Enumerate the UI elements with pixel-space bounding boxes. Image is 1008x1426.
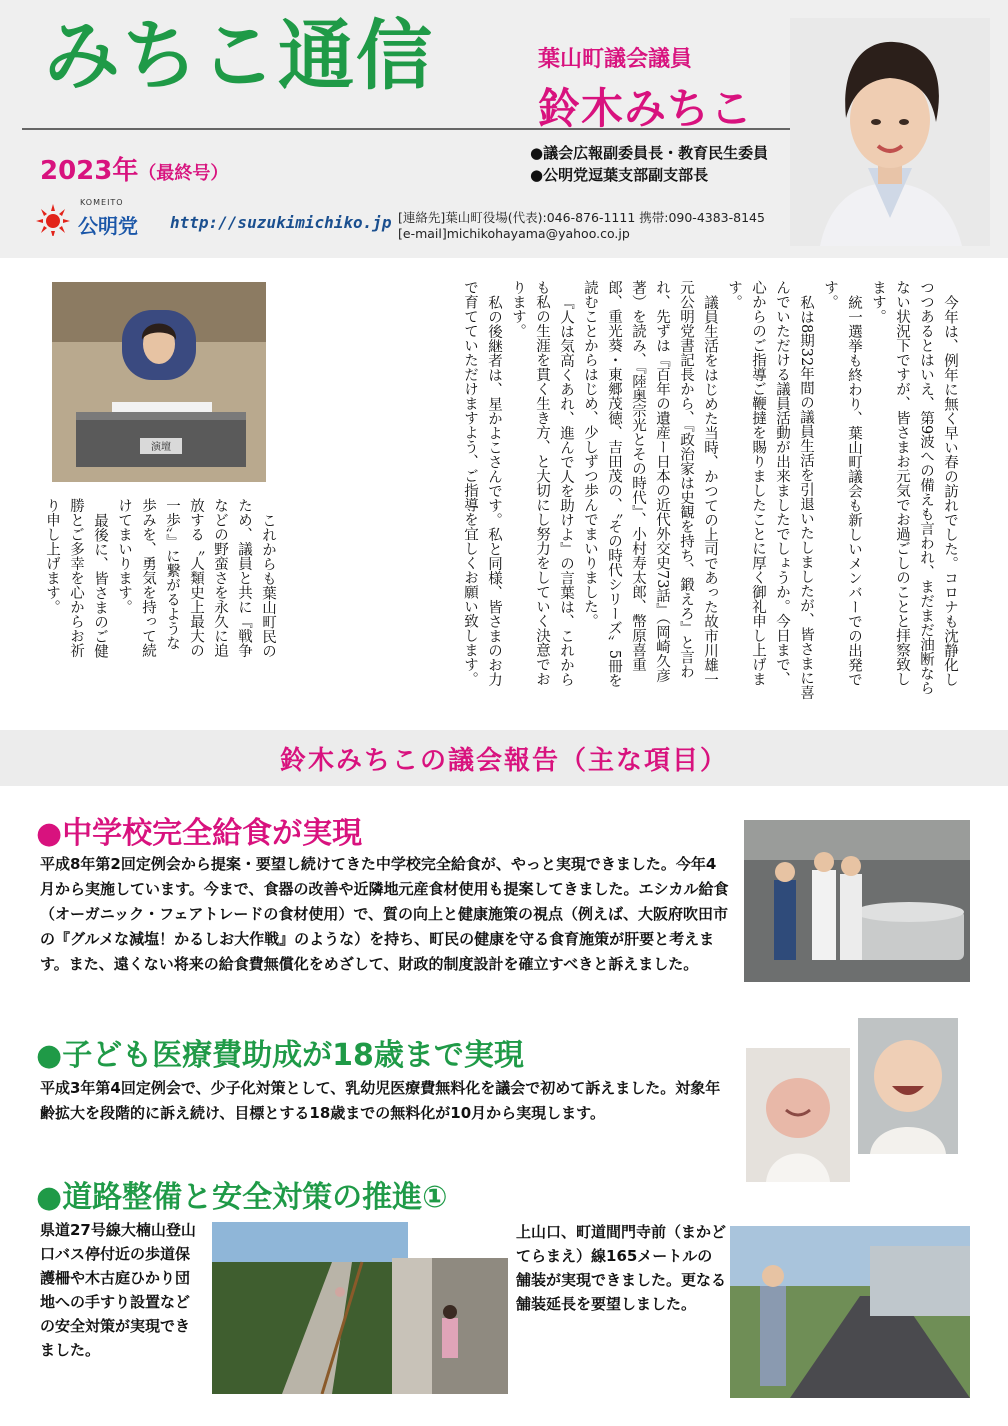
child-stairs-photo [392, 1258, 508, 1394]
greeting-paragraph: これからも葉山町民のため、議員と共に『戦争などの野蛮さを永久に追放する〝人類史上最大の一歩〟』に繋がるような歩みを、勇気を持って続けてまいります。 [116, 498, 276, 658]
greeting-paragraph: 『人は気高くあれ、進んで人を助けよ』の言葉は、これからも私の生涯を貫く生き方、と大切にし努力をしていく決意でおります。 [510, 280, 574, 686]
section-body-right: 上山口、町道間門寺前（まかどてらまえ）線165メートルの舗装が実現できました。更なる舗装延長を要望しました。 [516, 1223, 727, 1313]
report-title: 鈴木みちこの議会報告（主な項目） [279, 746, 728, 776]
party-latin: KOMEITO [80, 198, 124, 207]
greeting-paragraph: 議員生活をはじめた当時、かつての上司であった故市川雄一元公明党書記長から、『政治家は史観を持ち、鍛えろ』と言われ、先ずは『百年の遺産ー日本の近代外交史73話』（岡崎久彦著）を読み、『陸奥宗光とその時代』、小村寿太郎、幣原喜重郎、重光葵・東郷茂徳、吉田茂の、〝その時代シリーズ〟5冊を読むことからはじめ、少しずつ歩んでまいりました。 [582, 280, 718, 688]
toddler-photo [858, 1018, 958, 1154]
newborn-photo [746, 1048, 850, 1182]
handrail-stairs-photo [212, 1222, 408, 1394]
greeting-text-continued [44, 498, 280, 658]
sun-icon [36, 202, 70, 236]
bullet-icon: ● [36, 1038, 63, 1073]
section-heading [36, 1030, 524, 1074]
position-2: ●公明党逗葉支部副支部長 [530, 166, 709, 184]
section-heading [36, 1172, 448, 1216]
bullet-icon: ● [36, 1180, 63, 1215]
contact-email[interactable]: [e-mail]michikohayama@yahoo.co.jp [398, 226, 630, 241]
section-title: 子ども医療費助成が18歳まで実現 [62, 1038, 524, 1073]
greeting-paragraph: 最後に、皆さまのご健勝とご多幸を心からお祈り申し上げます。 [44, 498, 108, 658]
issue-year [40, 150, 228, 187]
author-name: 鈴木みちこ [538, 84, 754, 133]
greeting-paragraph: 私は8期32年間の議員生活を引退いたしましたが、皆さまに喜んでいただける議員活動が出来ましたでしょうか。今日まで、心からのご指導ご鞭撻を賜りましたことに厚く御礼申し上げます。 [726, 280, 814, 700]
section-body: 平成8年第2回定例会から提案・要望し続けてきた中学校完全給食が、やっと実現できました。今年4月から実施しています。今まで、食器の改善や近隣地元産食材使用も提案してきました。エシカル給食（オーガニック・フェアトレードの食材使用）で、質の向上と健康施策の視点（例えば、大阪府吹田市の『グルメな減塩！かるしお大作戦』のような）を持ち、町民の健康を守る食育施策が肝要と考えます。また、遠くない将来の給食費無償化をめざして、財政的制度設計を確立すべきと訴えました。 [40, 855, 729, 973]
section-heading [36, 808, 362, 852]
section-title: 中学校完全給食が実現 [62, 816, 363, 851]
greeting-paragraph: 今年は、例年に無く早い春の訪れでした。コロナも沈静化しつつあるとはいえ、第9波への備えも言われ、まだまだ油断ならない状況下ですが、皆さまお元気でお過ごしのことと拝察致します。 [870, 280, 958, 696]
contact-phone: [連絡先]葉山町役場(代表):046-876-1111 携帯:090-4383-8145 [398, 210, 765, 225]
edition-text: （最終号） [138, 163, 229, 184]
greeting-paragraph: 私の後継者は、星かよこさんです。私と同様、皆さまのお力で育てていただけますよう、ご指導を宜しくお願い致します。 [462, 280, 502, 686]
greeting-text [254, 280, 962, 700]
paved-road-photo [730, 1226, 970, 1398]
website-link[interactable]: http://suzukimichiko.jp [170, 213, 392, 232]
position-1: ●議会広報副委員長・教育民生委員 [530, 144, 769, 162]
author-role: 葉山町議会議員 [538, 47, 693, 72]
school-kitchen-photo [744, 820, 970, 982]
podium-label: 演壇 [151, 442, 171, 453]
year-text: 2023年 [40, 156, 139, 186]
masthead [0, 0, 1008, 258]
author-portrait [790, 18, 990, 246]
section-body: 平成3年第4回定例会で、少子化対策として、乳幼児医療費無料化を議会で初めて訴えました。対象年齢拡大を段階的に訴え続け、目標とする18歳までの無料化が10月から実現します。 [40, 1079, 721, 1122]
newsletter-title: みちこ通信 [44, 11, 434, 100]
greeting-paragraph: 統一選挙も終わり、葉山町議会も新しいメンバーでの出発です。 [822, 280, 862, 686]
party-logo [36, 198, 166, 238]
section-title: 道路整備と安全対策の推進① [62, 1180, 448, 1215]
section-body-left: 県道27号線大楠山登山口バス停付近の歩道保護柵や木古庭ひかり団地への手すり設置などの安全対策が実現できました。 [40, 1221, 196, 1359]
podium-photo [52, 282, 266, 482]
bullet-icon: ● [36, 816, 63, 851]
party-name: 公明党 [78, 214, 138, 238]
